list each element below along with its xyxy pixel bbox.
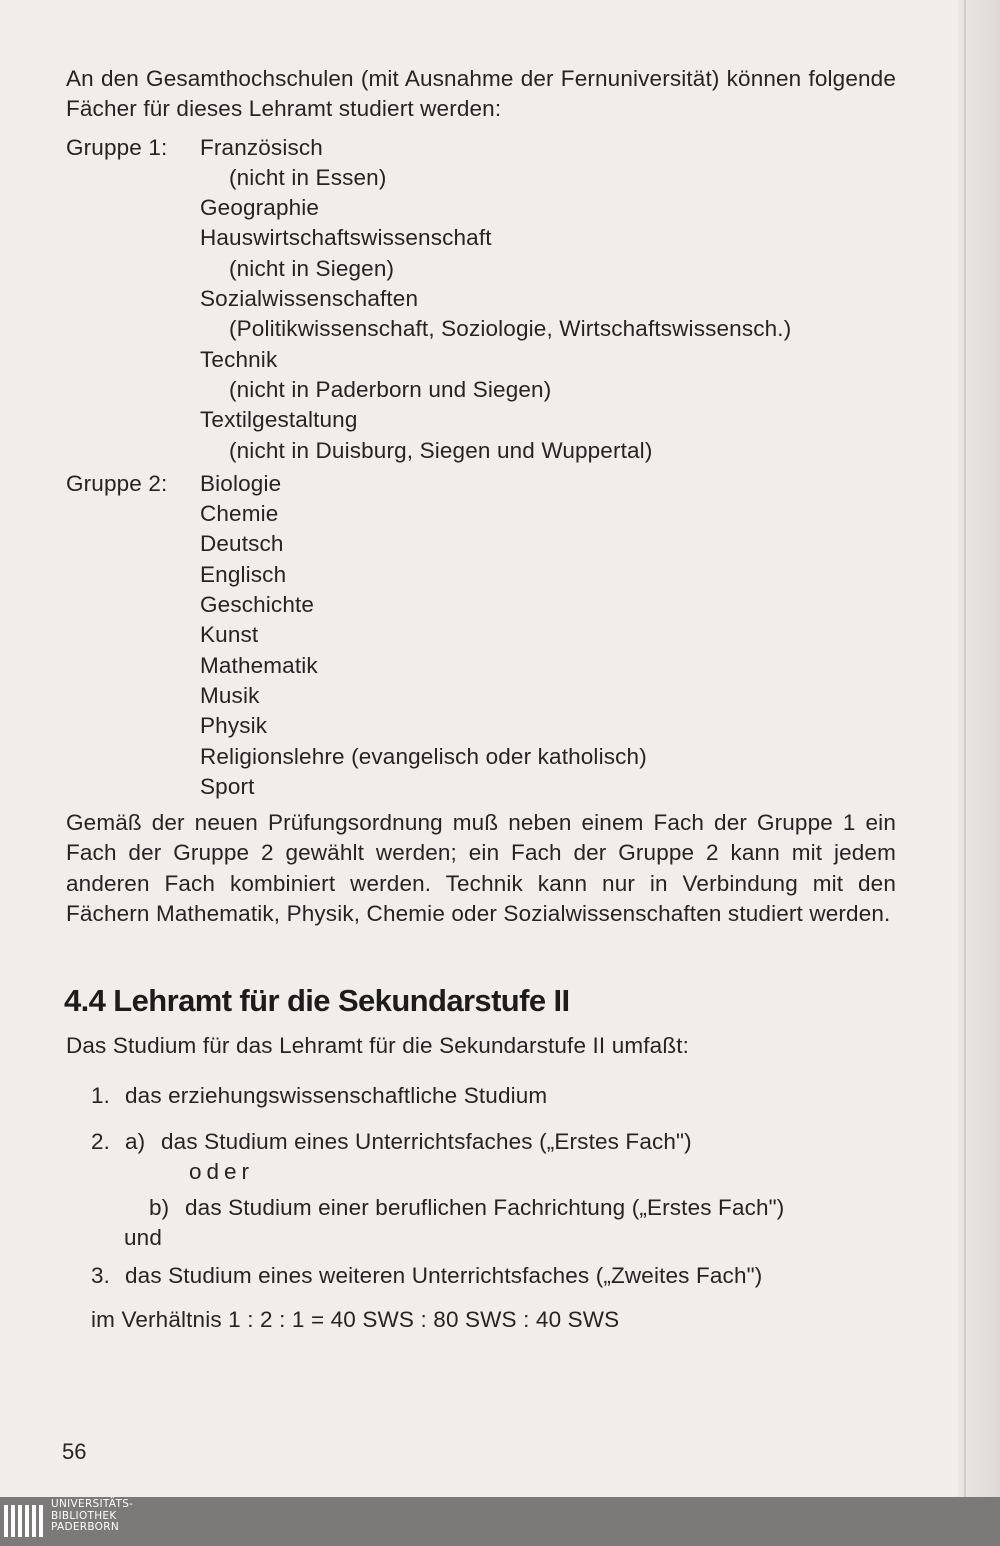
subject-item: Englisch <box>200 561 287 587</box>
intro-paragraph: An den Gesamthochschulen (mit Ausnahme der Fernuniversität) können folgende Fächer für dieses Lehramt studiert werden: <box>66 66 896 122</box>
library-name-line: BIBLIOTHEK <box>51 1509 117 1522</box>
list-item-3 <box>91 1261 896 1291</box>
library-footer-bar <box>0 1497 1000 1546</box>
library-name-line: UNIVERSITÄTS- <box>51 1498 134 1510</box>
group-2-list <box>200 469 896 802</box>
list-sub-label: a) <box>125 1128 146 1154</box>
library-name-line: PADERBORN <box>51 1521 119 1533</box>
subject-note: (nicht in Paderborn und Siegen) <box>229 376 552 402</box>
list-conjunction-und: und <box>124 1224 162 1250</box>
rule-paragraph: Gemäß der neuen Prüfungsordnung muß neben einem Fach der Gruppe 1 ein Fach der Gruppe 2 gewählt werden; ein Fach der Gruppe 2 kann mit jedem anderen Fach kombiniert werden. Technik kann nur in Verbindung mit den Fächern Mathematik, Physik, Chemie oder Sozialwissenschaften studiert werden. <box>66 810 896 927</box>
list-text: das Studium einer beruflichen Fachrichtung („Erstes Fach") <box>185 1194 785 1220</box>
section-intro: Das Studium für das Lehramt für die Sekundarstufe II umfaßt: <box>66 1033 690 1059</box>
list-number: 3. <box>91 1263 111 1289</box>
subject-item: Physik <box>200 713 268 739</box>
subject-item: Biologie <box>200 470 282 496</box>
list-item-1 <box>91 1081 896 1111</box>
ratio-line: im Verhältnis 1 : 2 : 1 = 40 SWS : 80 SWS : 40 SWS <box>91 1307 620 1333</box>
subject-item: Hauswirtschaftswissenschaft <box>200 225 492 251</box>
page-number: 56 <box>62 1439 87 1464</box>
subject-item: Französisch <box>200 134 323 160</box>
page-content <box>66 64 896 1336</box>
group-1-label: Gruppe 1: <box>66 134 168 160</box>
subject-item: Sport <box>200 773 255 799</box>
subject-note: (nicht in Siegen) <box>229 255 395 281</box>
subject-item: Kunst <box>200 622 259 648</box>
subject-item: Religionslehre (evangelisch oder katholisch) <box>200 743 647 769</box>
group-1 <box>66 133 896 466</box>
page-edge <box>958 0 1000 1497</box>
subject-item: Geschichte <box>200 592 315 618</box>
list-text: das Studium eines Unterrichtsfaches („Erstes Fach") <box>161 1128 692 1154</box>
list-item-2a <box>91 1127 896 1157</box>
group-2 <box>66 469 896 802</box>
list-text: das Studium eines weiteren Unterrichtsfaches („Zweites Fach") <box>125 1263 763 1289</box>
subject-item: Geographie <box>200 195 320 221</box>
subject-item: Chemie <box>200 501 279 527</box>
subject-note: (nicht in Duisburg, Siegen und Wuppertal) <box>229 437 653 463</box>
library-logo-icon <box>2 1499 46 1543</box>
study-components-list <box>66 1081 896 1292</box>
subject-item: Deutsch <box>200 531 284 557</box>
group-1-list <box>200 133 896 466</box>
list-number: 2. <box>91 1128 111 1154</box>
subject-item: Sozialwissenschaften <box>200 286 419 312</box>
subject-note: (nicht in Essen) <box>229 164 387 190</box>
subject-item: Textilgestaltung <box>200 407 358 433</box>
list-item-2b <box>149 1193 896 1223</box>
list-sub-label: b) <box>149 1194 170 1220</box>
list-conjunction-oder: oder <box>189 1159 255 1185</box>
section-heading: 4.4 Lehramt für die Sekundarstufe II <box>64 983 570 1019</box>
subject-item: Mathematik <box>200 652 318 678</box>
group-2-label: Gruppe 2: <box>66 470 168 496</box>
list-number: 1. <box>91 1082 111 1108</box>
subject-item: Musik <box>200 682 260 708</box>
subject-note: (Politikwissenschaft, Soziologie, Wirtschaftswissensch.) <box>229 316 792 342</box>
subject-item: Technik <box>200 346 278 372</box>
library-logo-text <box>51 1499 133 1534</box>
list-text: das erziehungswissenschaftliche Studium <box>125 1082 548 1108</box>
